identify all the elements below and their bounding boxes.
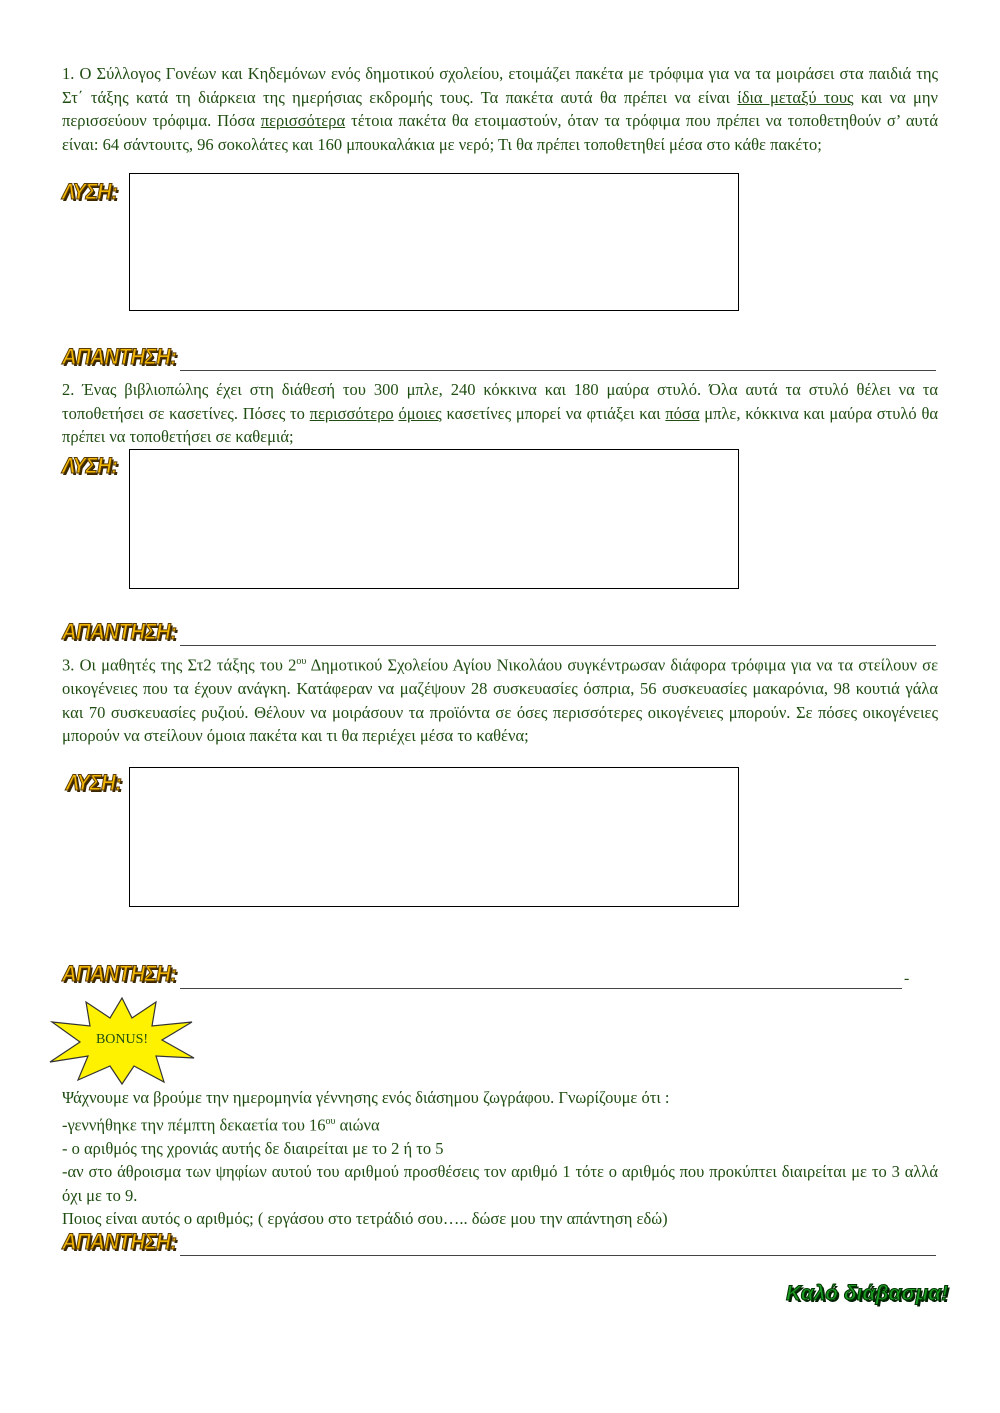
solution-label: ΛΥΣΗ:: [66, 770, 122, 795]
question-3-text: 3. Οι μαθητές της Στ2 τάξης του $2^{o\upsilon}$ Δημοτικού Σχολείου Αγίου Νικολάου συγκέντρωσαν διάφορα τρόφιμα για να τα στείλουν σε οικογένειες που τα έχουν ανάγκη. Κατάφεραν να μαζέψουν 28 συσκευασίες όσπρια, 56 συσκευασίες μακαρόνια, 98 κουτιά γάλα και 70 συσκευασίες ρυζιού. Θέλουν να μοιράσουν τα προϊόντα σε όσες περισσότερες οικογένειες μπορούν. Σε πόσες οικογένειες μπορούν να στείλουν όμοια πακέτα και τι θα περιέχει μέσα το καθένα;: [62, 655, 939, 745]
solution-box-2[interactable]: [129, 449, 739, 589]
bonus-badge: [48, 996, 196, 1086]
answer-line-3[interactable]: [180, 988, 902, 989]
goodbye-text: Καλό διάβασμα!: [786, 1282, 949, 1305]
bonus-question: Ποιος είναι αυτός ο αριθμός; ( εργάσου στο τετράδιό σου….. δώσε μου την απάντηση εδώ): [62, 1209, 668, 1228]
bonus-clue-2: - ο αριθμός της χρονιάς αυτής δε διαιρείται με το 2 ή το 5: [62, 1138, 444, 1158]
answer-label: ΑΠΑΝΤΗΣΗ:: [62, 619, 177, 644]
question-1-text: 1. Ο Σύλλογος Γονέων και Κηδεμόνων ενός δημοτικού σχολείου, ετοιμάζει πακέτα με τρόφιμα για να τα μοιράσει στα παιδιά της Στ΄ τάξης κατά τη διάρκεια της ημερήσιας εκδρομής τους. Τα πακέτα αυτά θα πρέπει να είναι ίδια μεταξύ τους και να μην περισσεύουν τρόφιμα. Πόσα περισσότερα τέτοια πακέτα θα ετοιμαστούν, όταν τα τρόφιμα που πρέπει να τοποθετηθούν σ’ αυτά είναι: 64 σάντουιτς, 96 σοκολάτες και 160 μπουκαλάκια με νερό; Τι θα πρέπει τοποθετηθεί μέσα στο κάθε πακέτο;: [62, 64, 938, 154]
answer-label: ΑΠΑΝΤΗΣΗ:: [62, 961, 177, 986]
bonus-clue-3: -αν στο άθροισμα των ψηφίων αυτού του αριθμού προσθέσεις τον αριθμό 1 τότε ο αριθμός που προκύπτει διαιρείται με το 3 αλλά όχι με το 9.: [62, 1162, 938, 1205]
answer-line-bonus[interactable]: [180, 1255, 936, 1256]
bonus-clue-1: -γεννήθηκε την πέμπτη δεκαετία του $16^{o\upsilon}$ αιώνα: [62, 1115, 380, 1134]
solution-box-3[interactable]: [129, 767, 739, 907]
answer-line-2[interactable]: [180, 645, 936, 646]
question-2-text: 2. Ένας βιβλιοπώλης έχει στη διάθεσή του 300 μπλε, 240 κόκκινα και 180 μαύρα στυλό. Όλα αυτά τα στυλό θέλει να τα τοποθετήσει σε κασετίνες. Πόσες το περισσότερο όμοιες κασετίνες μπορεί να φτιάξει και πόσα μπλε, κόκκινα και μαύρα στυλό θα πρέπει να τοποθετήσει σε καθεμιά;: [62, 380, 938, 446]
answer-label: ΑΠΑΝΤΗΣΗ:: [62, 1229, 177, 1254]
solution-label: ΛΥΣΗ:: [62, 179, 118, 204]
bonus-text: [62, 1086, 938, 1231]
bonus-label: BONUS!: [95, 1032, 149, 1047]
answer-line-1[interactable]: [180, 370, 936, 371]
solution-label: ΛΥΣΗ:: [62, 453, 118, 478]
solution-box-1[interactable]: [129, 173, 739, 311]
trailing-dash: -: [904, 970, 910, 987]
bonus-intro: Ψάχνουμε να βρούμε την ημερομηνία γέννησης ενός διάσημου ζωγράφου. Γνωρίζουμε ότι :: [62, 1088, 670, 1107]
answer-label: ΑΠΑΝΤΗΣΗ:: [62, 344, 177, 369]
